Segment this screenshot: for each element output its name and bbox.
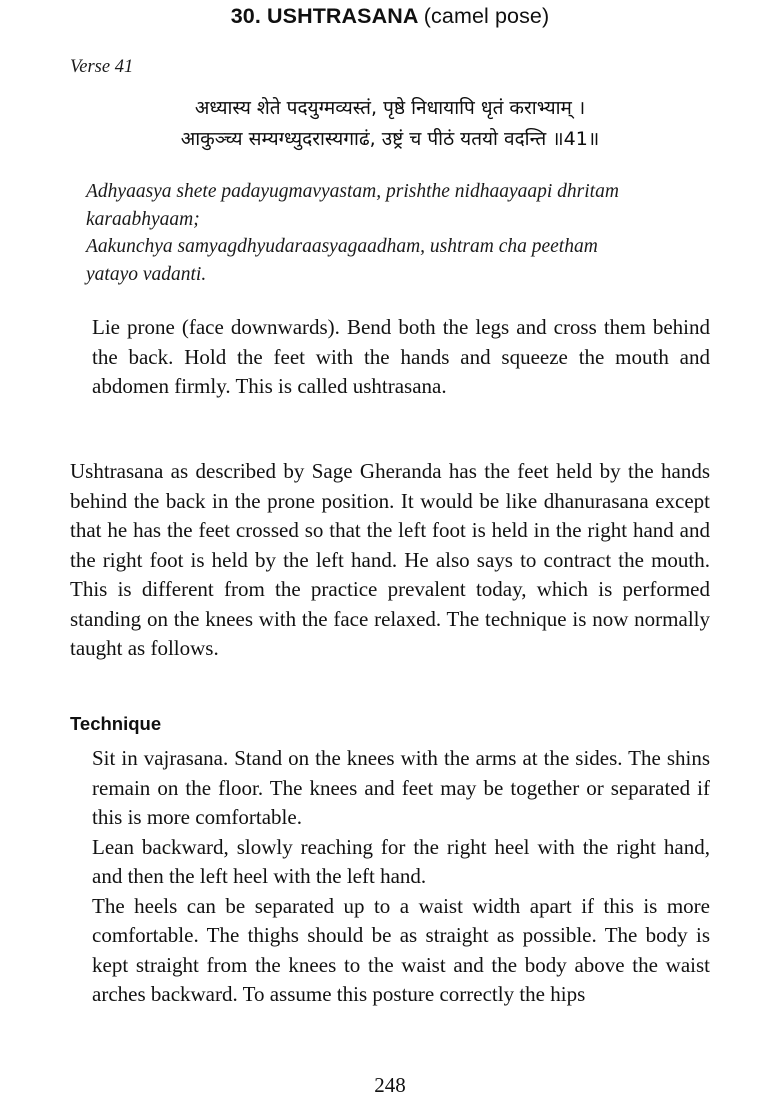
transliteration-line: yatayo vadanti. <box>86 263 207 285</box>
technique-body <box>92 744 710 1010</box>
sanskrit-line: आकुञ्च्य सम्यग्ध्युदरास्यगाढं, उष्ट्रं च पीठं यतयो वदन्ति ॥41॥ <box>180 128 600 150</box>
technique-paragraph: The heels can be separated up to a waist width apart if this is more comfortable. The thighs should be as straight as possible. The body is kept straight from the knees to the waist and the body above the waist arches backward. To assume this posture correctly the hips <box>92 893 710 1006</box>
commentary-paragraph: Ushtrasana as described by Sage Gheranda has the feet held by the hands behind the back in the prone position. It would be like dhanurasana except that he has the feet crossed so that the left foot is held in the right hand and the right foot is held by the left hand. He also says to contract the mouth. This is different from the practice prevalent today, which is performed standing on the knees with the face relaxed. The technique is now normally taught as follows. <box>70 459 710 660</box>
sanskrit-verse <box>70 93 710 155</box>
transliteration-line: Aakunchya samyagdhyudaraasyagaadham, ushtram cha peetham <box>86 236 598 257</box>
sanskrit-line: अध्यास्य शेते पदयुग्मव्यस्तं, पृष्ठे निधायापि धृतं कराभ्याम् । <box>194 97 586 119</box>
technique-heading: Technique <box>70 713 162 734</box>
transliteration-line: karaabhyaam; <box>86 208 200 230</box>
page-title-asana-name: 30. USHTRASANA <box>230 4 424 28</box>
technique-paragraph: Lean backward, slowly reaching for the right heel with the right hand, and then the left heel with the left hand. <box>92 834 710 888</box>
transliteration-verse <box>86 178 716 288</box>
page-title <box>0 4 780 29</box>
page-title-translation: (camel pose) <box>423 4 550 28</box>
verse-translation: Lie prone (face downwards). Bend both the legs and cross them behind the back. Hold the feet with the hands and squeeze the mouth and abdomen firmly. This is called ushtrasana. <box>92 315 710 398</box>
technique-paragraph: Sit in vajrasana. Stand on the knees with the arms at the sides. The shins remain on the floor. The knees and feet may be together or separated if this is more comfortable. <box>92 746 710 829</box>
transliteration-line: Adhyaasya shete padayugmavyastam, prishthe nidhaayaapi dhritam <box>86 181 619 202</box>
verse-label: Verse 41 <box>70 57 134 77</box>
page-number: 248 <box>374 1073 406 1097</box>
